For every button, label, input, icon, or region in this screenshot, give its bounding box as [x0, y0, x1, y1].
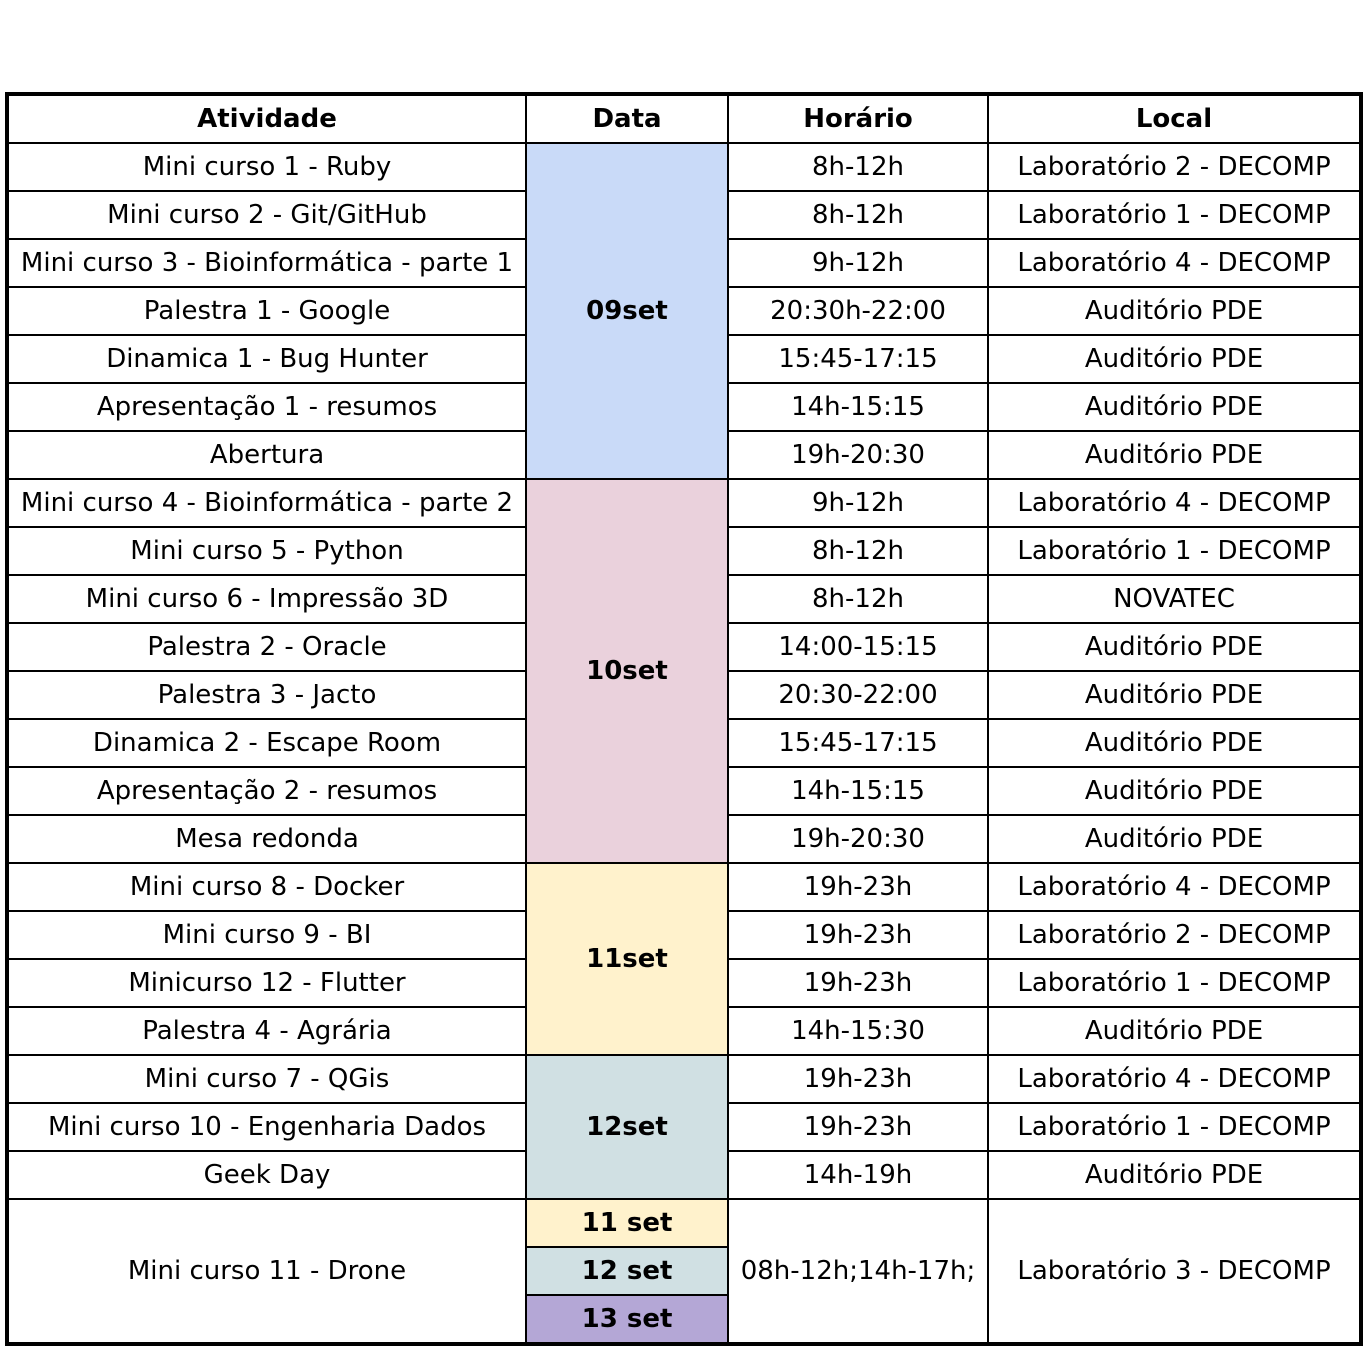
- place-cell: Laboratório 2 - DECOMP: [988, 911, 1361, 959]
- activity-cell: Mesa redonda: [7, 815, 526, 863]
- header-atividade: Atividade: [7, 94, 526, 143]
- place-cell: Laboratório 1 - DECOMP: [988, 527, 1361, 575]
- time-cell: 19h-20:30: [728, 815, 988, 863]
- date-cell: 12 set: [526, 1247, 728, 1295]
- activity-cell: Mini curso 2 - Git/GitHub: [7, 191, 526, 239]
- place-cell: Auditório PDE: [988, 287, 1361, 335]
- activity-cell: Palestra 2 - Oracle: [7, 623, 526, 671]
- time-cell: 8h-12h: [728, 527, 988, 575]
- date-cell: 09set: [526, 143, 728, 479]
- activity-cell: Dinamica 2 - Escape Room: [7, 719, 526, 767]
- place-cell: Auditório PDE: [988, 767, 1361, 815]
- activity-cell: Palestra 3 - Jacto: [7, 671, 526, 719]
- activity-cell: Mini curso 3 - Bioinformática - parte 1: [7, 239, 526, 287]
- time-cell: 19h-23h: [728, 863, 988, 911]
- schedule-body: [7, 143, 1361, 1344]
- time-cell: 19h-23h: [728, 1055, 988, 1103]
- time-cell: 9h-12h: [728, 479, 988, 527]
- activity-cell: Apresentação 2 - resumos: [7, 767, 526, 815]
- activity-cell: Apresentação 1 - resumos: [7, 383, 526, 431]
- place-cell: Laboratório 1 - DECOMP: [988, 191, 1361, 239]
- time-cell: 14h-15:15: [728, 767, 988, 815]
- table-row: [7, 1199, 1361, 1247]
- time-cell: 19h-23h: [728, 959, 988, 1007]
- header-row: [7, 94, 1361, 143]
- header-horario: Horário: [728, 94, 988, 143]
- activity-cell: Mini curso 10 - Engenharia Dados: [7, 1103, 526, 1151]
- place-cell: Laboratório 4 - DECOMP: [988, 863, 1361, 911]
- table-row: [7, 479, 1361, 527]
- time-cell: 14h-19h: [728, 1151, 988, 1199]
- activity-cell: Dinamica 1 - Bug Hunter: [7, 335, 526, 383]
- date-cell: 11 set: [526, 1199, 728, 1247]
- time-cell: 20:30h-22:00: [728, 287, 988, 335]
- time-cell: 19h-23h: [728, 1103, 988, 1151]
- activity-cell: Minicurso 12 - Flutter: [7, 959, 526, 1007]
- activity-cell: Palestra 1 - Google: [7, 287, 526, 335]
- place-cell: Auditório PDE: [988, 671, 1361, 719]
- time-cell: 15:45-17:15: [728, 719, 988, 767]
- time-cell: 08h-12h;14h-17h;: [728, 1199, 988, 1344]
- activity-cell: Abertura: [7, 431, 526, 479]
- activity-cell: Mini curso 5 - Python: [7, 527, 526, 575]
- place-cell: Auditório PDE: [988, 815, 1361, 863]
- place-cell: Auditório PDE: [988, 719, 1361, 767]
- activity-cell: Geek Day: [7, 1151, 526, 1199]
- time-cell: 8h-12h: [728, 191, 988, 239]
- activity-cell: Palestra 4 - Agrária: [7, 1007, 526, 1055]
- time-cell: 14h-15:15: [728, 383, 988, 431]
- time-cell: 19h-23h: [728, 911, 988, 959]
- place-cell: Auditório PDE: [988, 1151, 1361, 1199]
- activity-cell: Mini curso 9 - BI: [7, 911, 526, 959]
- date-cell: 12set: [526, 1055, 728, 1199]
- time-cell: 19h-20:30: [728, 431, 988, 479]
- place-cell: Auditório PDE: [988, 623, 1361, 671]
- place-cell: NOVATEC: [988, 575, 1361, 623]
- time-cell: 8h-12h: [728, 143, 988, 191]
- place-cell: Laboratório 4 - DECOMP: [988, 479, 1361, 527]
- activity-cell: Mini curso 4 - Bioinformática - parte 2: [7, 479, 526, 527]
- table-row: [7, 863, 1361, 911]
- time-cell: 9h-12h: [728, 239, 988, 287]
- place-cell: Auditório PDE: [988, 335, 1361, 383]
- activity-cell: Mini curso 11 - Drone: [7, 1199, 526, 1344]
- place-cell: Laboratório 1 - DECOMP: [988, 1103, 1361, 1151]
- date-cell: 11set: [526, 863, 728, 1055]
- place-cell: Auditório PDE: [988, 431, 1361, 479]
- date-cell: 10set: [526, 479, 728, 863]
- place-cell: Laboratório 4 - DECOMP: [988, 239, 1361, 287]
- header-local: Local: [988, 94, 1361, 143]
- place-cell: Auditório PDE: [988, 1007, 1361, 1055]
- place-cell: Laboratório 2 - DECOMP: [988, 143, 1361, 191]
- time-cell: 15:45-17:15: [728, 335, 988, 383]
- schedule-table: [5, 92, 1363, 1346]
- activity-cell: Mini curso 8 - Docker: [7, 863, 526, 911]
- table-row: [7, 1055, 1361, 1103]
- activity-cell: Mini curso 6 - Impressão 3D: [7, 575, 526, 623]
- place-cell: Auditório PDE: [988, 383, 1361, 431]
- table-row: [7, 143, 1361, 191]
- time-cell: 20:30-22:00: [728, 671, 988, 719]
- time-cell: 8h-12h: [728, 575, 988, 623]
- time-cell: 14h-15:30: [728, 1007, 988, 1055]
- date-cell: 13 set: [526, 1295, 728, 1344]
- place-cell: Laboratório 3 - DECOMP: [988, 1199, 1361, 1344]
- place-cell: Laboratório 1 - DECOMP: [988, 959, 1361, 1007]
- place-cell: Laboratório 4 - DECOMP: [988, 1055, 1361, 1103]
- activity-cell: Mini curso 7 - QGis: [7, 1055, 526, 1103]
- header-data: Data: [526, 94, 728, 143]
- time-cell: 14:00-15:15: [728, 623, 988, 671]
- activity-cell: Mini curso 1 - Ruby: [7, 143, 526, 191]
